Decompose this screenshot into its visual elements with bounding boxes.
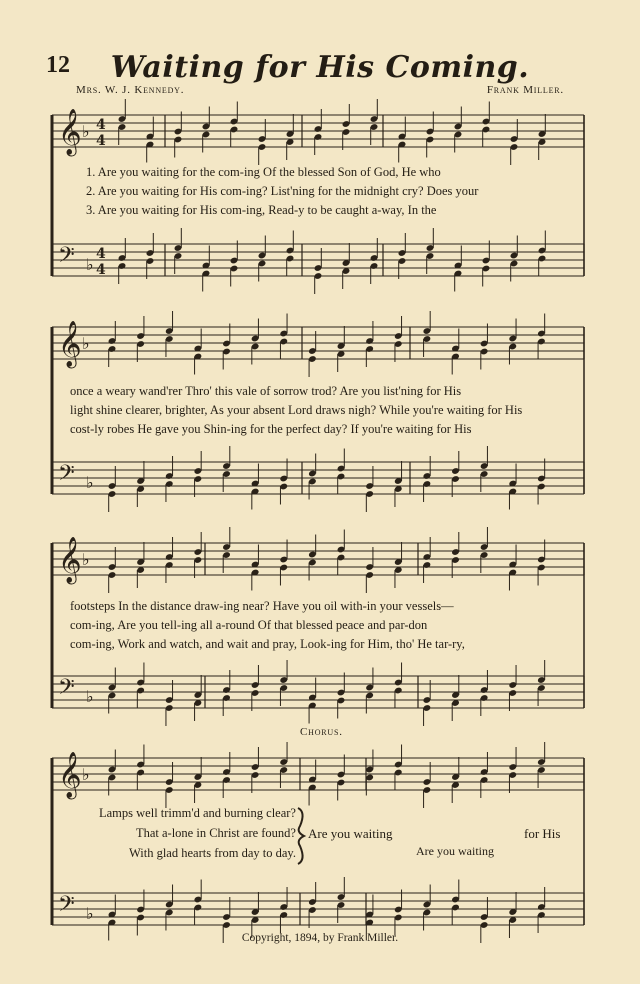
verse-3-line-1: 3. Are you waiting for His com-ing, Read-y to be caught a-way, In the xyxy=(86,203,437,217)
verse-3-line-4: With glad hearts from day to day. xyxy=(128,846,296,860)
verse-1-line-2: once a weary wand'rer Thro' this vale of sorrow trod? Are you list'ning for His xyxy=(70,384,462,398)
verse-2-line-4: That a-lone in Christ are found? xyxy=(135,826,296,840)
bass-clef-icon: 𝄢 xyxy=(58,675,75,705)
copyright-notice: Copyright, 1894, by Frank Miller. xyxy=(241,932,399,944)
composer-credit: Frank Miller. xyxy=(486,84,564,96)
chorus-tenor-lyric: Are you waiting xyxy=(308,826,393,841)
flat-icon: ♭ xyxy=(86,687,94,706)
verse-2-line-1: 2. Are you waiting for His com-ing? List'ning for the midnight cry? Does your xyxy=(86,184,479,198)
bass-clef-icon: 𝄢 xyxy=(58,461,75,491)
time-signature: 4 xyxy=(96,246,106,262)
verse-1-line-3: footsteps In the distance draw-ing near? Have you oil with-in your vessels— xyxy=(70,599,454,613)
flat-icon: ♭ xyxy=(86,473,94,492)
verse-2-line-3: com-ing, Are you tell-ing all a-round Of that blessed peace and par-don xyxy=(70,618,428,632)
system-2-lyrics xyxy=(70,384,572,441)
flat-icon: ♭ xyxy=(82,765,90,784)
hymn-title: Waiting for His Coming. xyxy=(110,50,530,85)
flat-icon: ♭ xyxy=(82,334,90,353)
verse-3-line-2: cost-ly robes He gave you Shin-ing for the perfect day? If you're waiting for His xyxy=(70,422,472,436)
system-3-lyrics xyxy=(70,599,572,656)
page-number: 12 xyxy=(46,52,70,78)
bass-clef-icon: 𝄢 xyxy=(58,243,75,273)
flat-icon: ♭ xyxy=(86,904,94,923)
flat-icon: ♭ xyxy=(82,550,90,569)
verse-brace-icon xyxy=(298,808,304,864)
system-1-lyrics xyxy=(86,165,588,222)
verse-2-line-2: light shine clearer, brighter, As your absent Lord draws nigh? While you're waiting for His xyxy=(70,403,523,417)
verse-1-line-4: Lamps well trimm'd and burning clear? xyxy=(99,806,296,820)
system-4-lyrics xyxy=(56,806,296,866)
treble-clef-icon: 𝄞 xyxy=(58,321,82,367)
chorus-bass-lyric: Are you waiting xyxy=(416,844,494,858)
time-signature: 4 xyxy=(96,133,106,149)
time-signature: 4 xyxy=(96,262,106,278)
treble-clef-icon: 𝄞 xyxy=(58,109,82,155)
flat-icon: ♭ xyxy=(82,122,90,141)
verse-1-line-1: 1. Are you waiting for the com-ing Of the blessed Son of God, He who xyxy=(86,165,441,179)
time-signature: 4 xyxy=(96,117,106,133)
chorus-tenor-lyric-end: for His xyxy=(524,826,561,841)
treble-clef-icon: 𝄞 xyxy=(58,537,82,583)
verse-3-line-3: com-ing, Work and watch, and wait and pray, Look-ing for Him, tho' He tar-ry, xyxy=(70,637,465,651)
chorus-label: Chorus. xyxy=(300,726,343,738)
treble-clef-icon: 𝄞 xyxy=(58,752,82,798)
bass-clef-icon: 𝄢 xyxy=(58,892,75,922)
flat-icon: ♭ xyxy=(86,255,94,274)
lyricist-credit: Mrs. W. J. Kennedy. xyxy=(76,84,185,96)
